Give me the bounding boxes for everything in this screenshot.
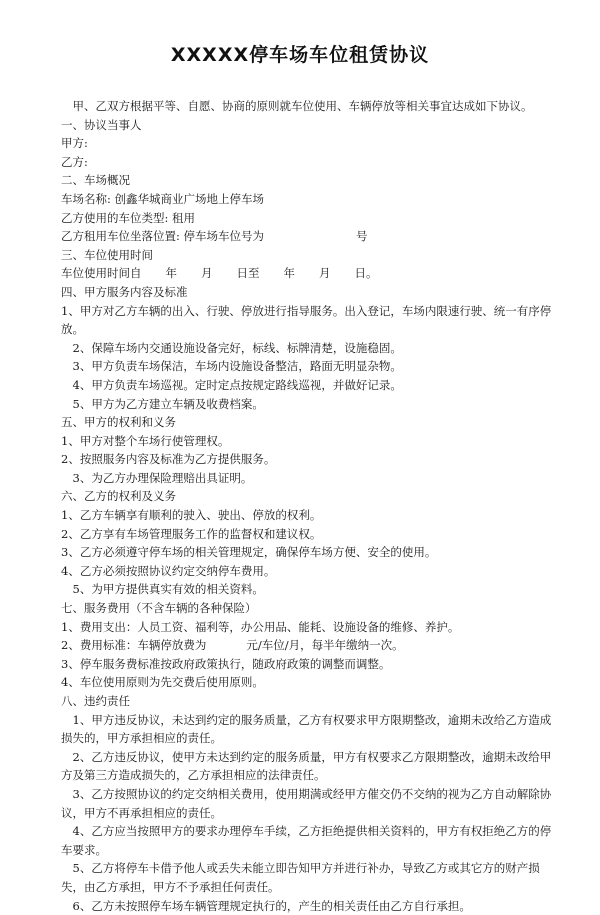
fee-policy-item: 3、停车服务费标准按政府政策执行，随政府政策的调整而调整。 — [61, 656, 391, 671]
section-4-item: 3、甲方负责车场保洁，车场内设施设备整洁，路面无明显杂物。 — [72, 359, 402, 374]
usage-period-line — [61, 264, 561, 283]
section-3-heading: 三、车位使用时间 — [61, 247, 153, 262]
period-day-to-label: 日至 — [236, 266, 260, 281]
section-8-heading: 八、违约责任 — [61, 694, 130, 708]
document-body — [61, 97, 561, 915]
period-start-label: 车位使用时间自 — [61, 266, 142, 281]
section-5-item: 1、甲方对整个车场行使管理权。 — [61, 433, 230, 448]
fee-standard-item — [61, 636, 561, 655]
section-6-item: 1、乙方车辆享有顺利的驶入、驶出、停放的权利。 — [61, 508, 322, 523]
section-4-item: 4、甲方负责车场巡视。定时定点按规定路线巡视，并做好记录。 — [72, 377, 402, 392]
section-8-item: 6、乙方未按照停车场车辆管理规定执行的，产生的相关责任由乙方自行承担。 — [72, 898, 471, 913]
location-prefix: 乙方租用车位坐落位置: 停车场车位号为 — [61, 229, 265, 244]
fee-principle-item: 4、车位使用原则为先交费后使用原则。 — [61, 675, 264, 690]
location-suffix: 号 — [356, 229, 368, 244]
section-6-item: 2、乙方享有车场管理服务工作的监督权和建议权。 — [61, 526, 322, 541]
section-6-heading: 六、乙方的权利及义务 — [61, 489, 176, 504]
parking-location-line — [61, 227, 561, 246]
section-4-item: 1、甲方对乙方车辆的出入、行驶、停放进行指导服务。出入登记，车场内限速行驶、统一有序停放。 — [61, 303, 552, 337]
section-8-item: 3、乙方按照协议的约定交纳相关费用，使用期满或经甲方催交仍不交纳的视为乙方自动解除协议，甲方不再承担相应的责任。 — [61, 786, 552, 820]
section-7-heading: 七、服务费用（不含车辆的各种保险） — [61, 601, 257, 616]
section-5-heading: 五、甲方的权利和义务 — [61, 415, 176, 430]
period-month-label: 月 — [201, 266, 213, 281]
parking-type-line: 乙方使用的车位类型: 租用 — [61, 210, 196, 225]
section-5-item: 3、为乙方办理保险理赔出具证明。 — [72, 470, 253, 485]
fee-standard-prefix: 2、费用标准：车辆停放费为 — [61, 638, 207, 653]
period-end-year-label: 年 — [283, 266, 295, 281]
fee-standard-suffix: 元/车位/月，每半年缴纳一次。 — [246, 638, 404, 653]
period-end-day-label: 日。 — [354, 266, 378, 281]
section-5-item: 2、按照服务内容及标准为乙方提供服务。 — [61, 452, 276, 467]
section-6-item: 4、乙方必须按照协议约定交纳停车费用。 — [61, 563, 276, 578]
section-1-heading: 一、协议当事人 — [61, 117, 142, 132]
section-6-item: 5、为甲方提供真实有效的相关资料。 — [72, 582, 264, 597]
document-title: XXXXX停车场车位租赁协议 — [170, 44, 430, 66]
fee-expenses-item: 1、费用支出：人员工资、福利等，办公用品、能耗、设施设备的维修、养护。 — [61, 619, 460, 634]
period-end-month-label: 月 — [319, 266, 331, 281]
section-4-heading: 四、甲方服务内容及标准 — [61, 284, 188, 299]
section-8-item: 4、乙方应当按照甲方的要求办理停车手续，乙方拒绝提供相关资料的，甲方有权拒绝乙方的停车要求。 — [61, 824, 552, 857]
section-6-item: 3、乙方必须遵守停车场的相关管理规定，确保停车场方便、安全的使用。 — [61, 545, 437, 560]
intro-paragraph: 甲、乙双方根据平等、自愿、协商的原则就车位使用、车辆停放等相关事宜达成如下协议。 — [72, 99, 533, 113]
party-a-line: 甲方: — [61, 136, 88, 151]
section-4-item: 5、甲方为乙方建立车辆及收费档案。 — [72, 396, 264, 411]
section-8-item: 5、乙方将停车卡借予他人或丢失未能立即告知甲方并进行补办，导致乙方或其它方的财产损失，由乙方承担，甲方不予承担任何责任。 — [61, 861, 540, 894]
parking-name-line: 车场名称: 创鑫华城商业广场地上停车场 — [61, 191, 265, 206]
section-8-item: 2、乙方违反协议，使甲方未达到约定的服务质量，甲方有权要求乙方限期整改，逾期未改给甲方及第三方造成损失的，乙方承担相应的法律责任。 — [61, 749, 552, 783]
section-8-item: 1、甲方违反协议，未达到约定的服务质量，乙方有权要求甲方限期整改，逾期未改给乙方造成损失的，甲方承担相应的责任。 — [61, 712, 552, 746]
period-year-label: 年 — [165, 266, 177, 281]
section-4-item: 2、保障车场内交通设施设备完好，标线、标牌清楚，设施稳固。 — [72, 340, 402, 355]
party-b-line: 乙方: — [61, 154, 88, 169]
section-2-heading: 二、车场概况 — [61, 173, 130, 188]
